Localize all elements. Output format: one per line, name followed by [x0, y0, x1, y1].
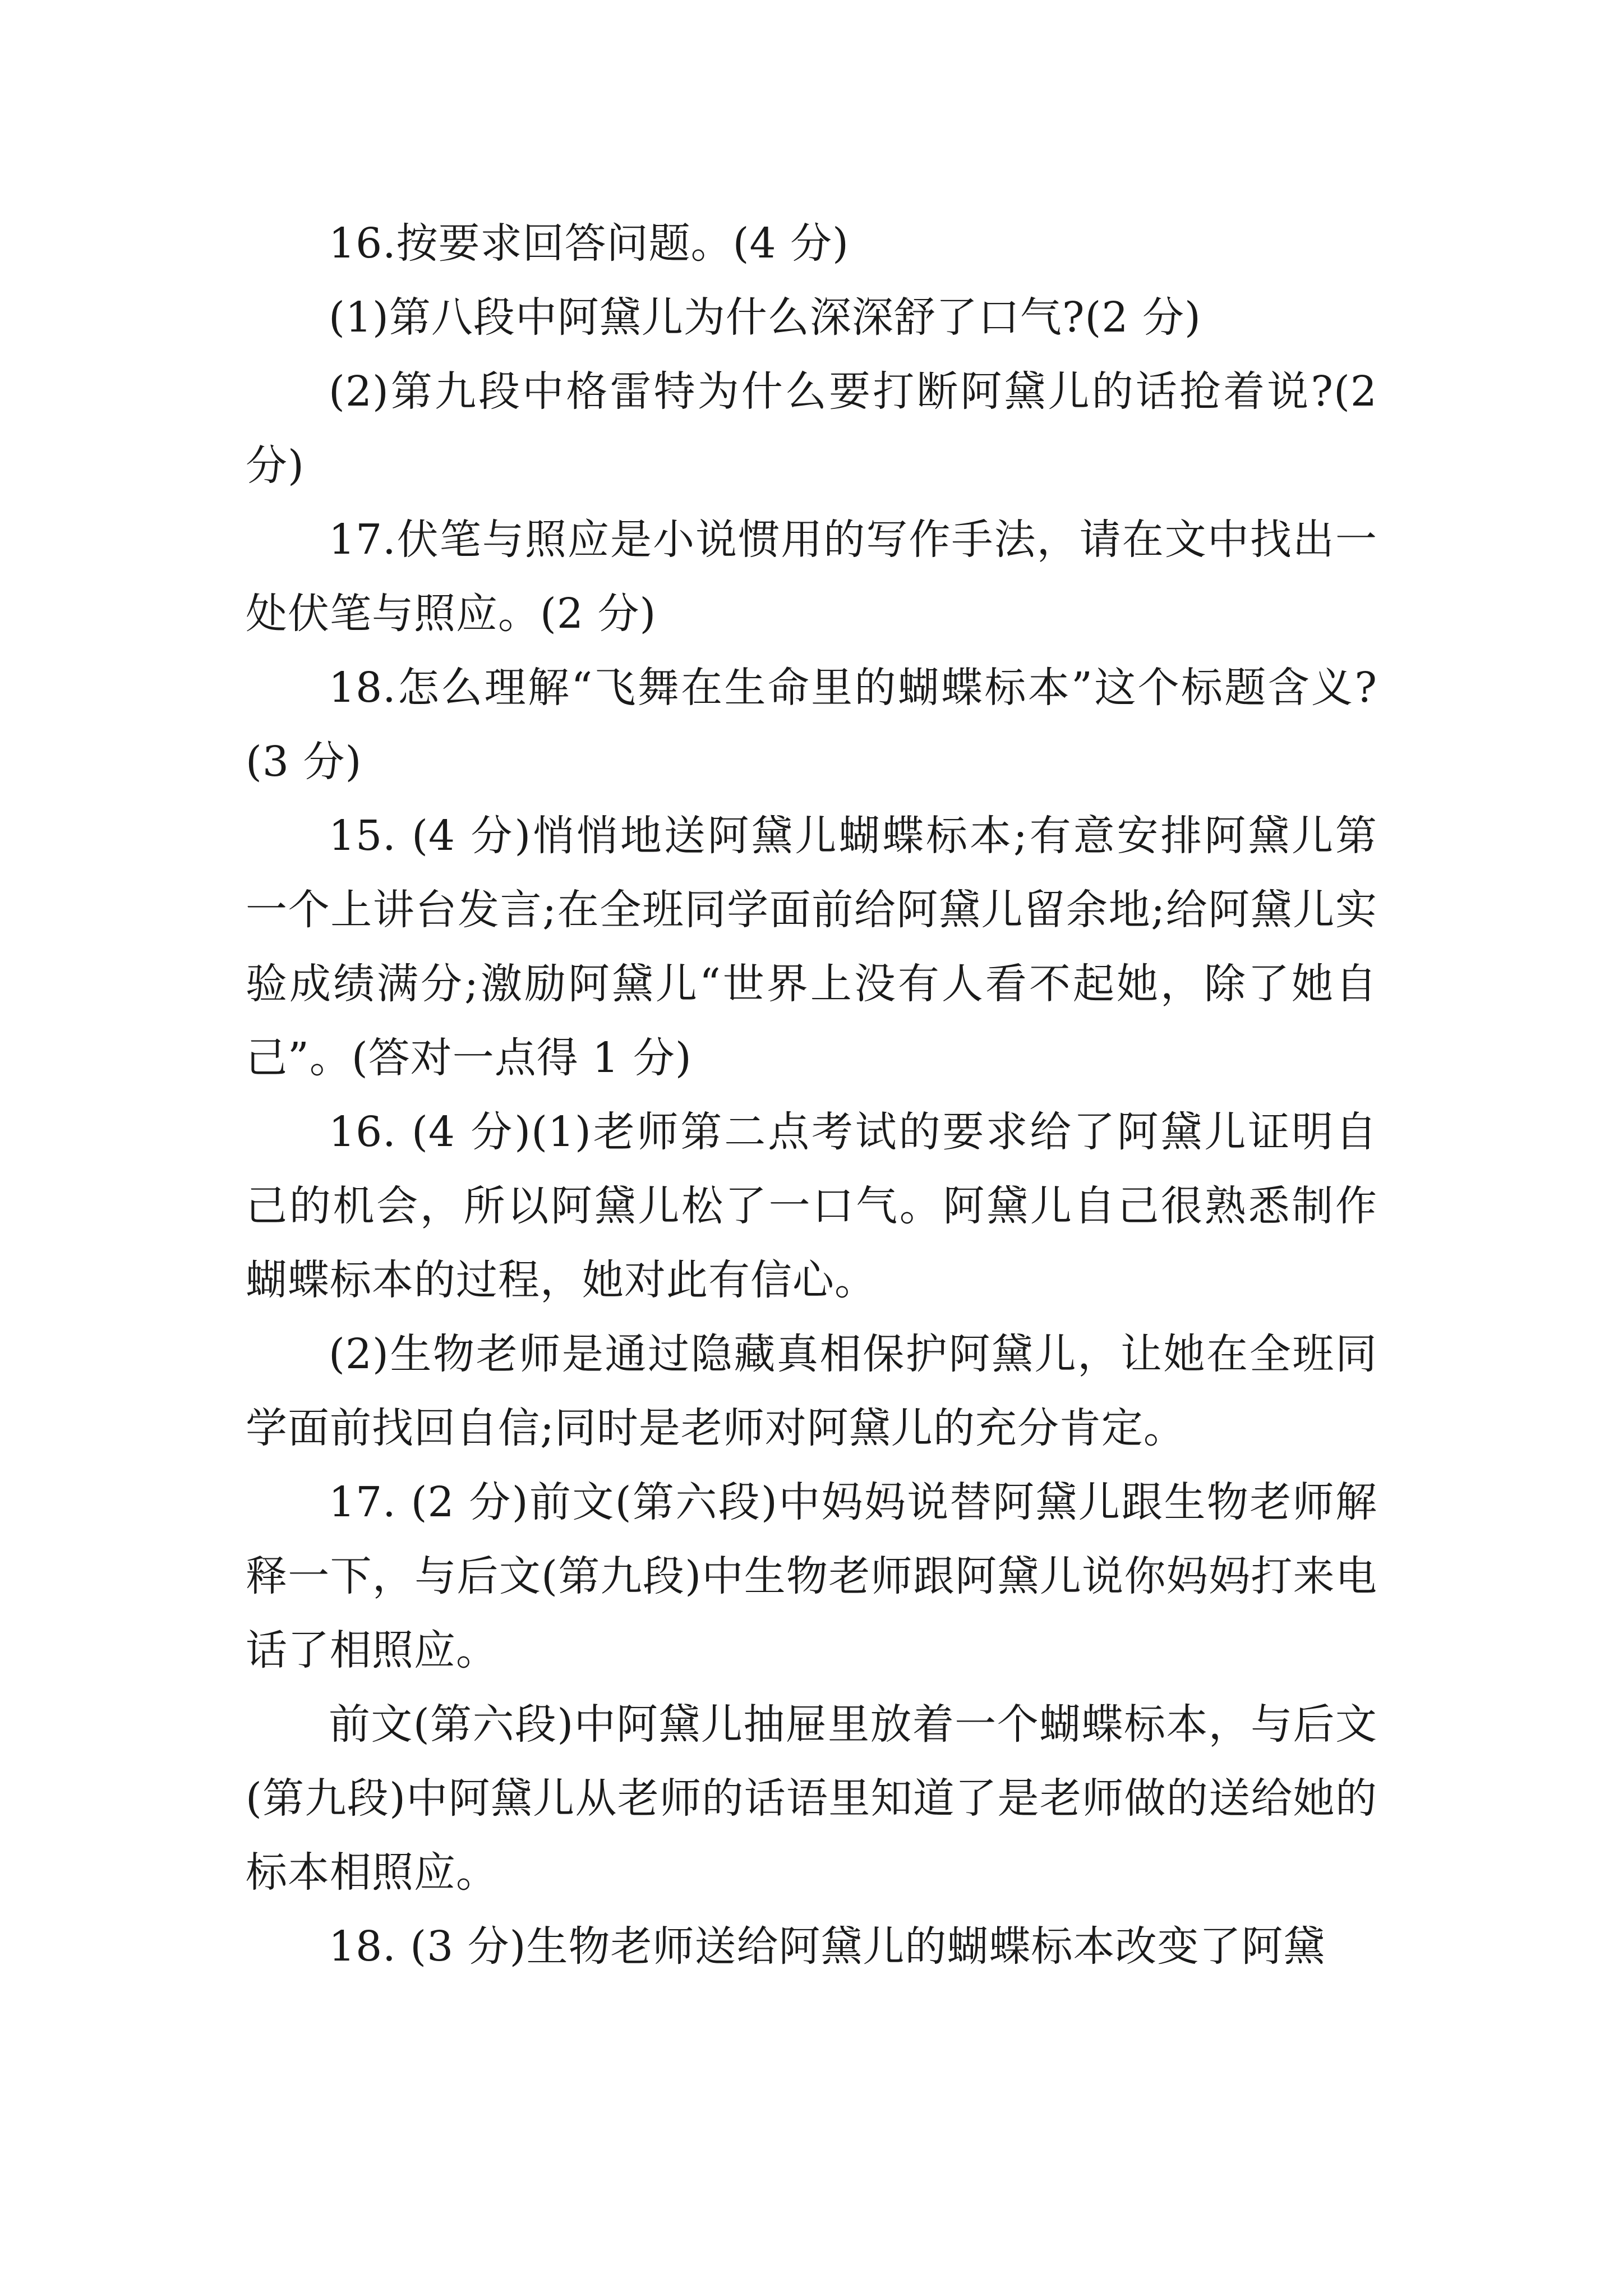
document-page [246, 206, 1377, 1984]
question-18: 18.怎么理解“飞舞在生命里的蝴蝶标本”这个标题含义?(3 分) [246, 664, 1377, 786]
answer-17-second: 前文(第六段)中阿黛儿抽屉里放着一个蝴蝶标本，与后文(第九段)中阿黛儿从老师的话语里知道了是老师做的送给她的标本相照应。 [246, 1700, 1377, 1897]
answer-17-first: 17. (2 分)前文(第六段)中妈妈说替阿黛儿跟生物老师解释一下，与后文(第九段)中生物老师跟阿黛儿说你妈妈打来电话了相照应。 [246, 1478, 1377, 1674]
question-16: 16.按要求回答问题。(4 分) [329, 219, 850, 268]
question-16-part-2: (2)第九段中格雷特为什么要打断阿黛儿的话抢着说?(2 分) [246, 367, 1377, 490]
answer-16-part-2: (2)生物老师是通过隐藏真相保护阿黛儿，让她在全班同学面前找回自信;同时是老师对阿黛儿的充分肯定。 [246, 1330, 1377, 1452]
answer-15: 15. (4 分)悄悄地送阿黛儿蝴蝶标本;有意安排阿黛儿第一个上讲台发言;在全班同学面前给阿黛儿留余地;给阿黛儿实验成绩满分;激励阿黛儿“世界上没有人看不起她，除了她自己”。(答对一点得 1 分) [246, 812, 1377, 1082]
question-17: 17.伏笔与照应是小说惯用的写作手法，请在文中找出一处伏笔与照应。(2 分) [246, 516, 1377, 638]
answer-18: 18. (3 分)生物老师送给阿黛儿的蝴蝶标本改变了阿黛 [329, 1922, 1326, 1971]
question-16-part-1: (1)第八段中阿黛儿为什么深深舒了口气?(2 分) [329, 293, 1201, 342]
answer-16-part-1: 16. (4 分)(1)老师第二点考试的要求给了阿黛儿证明自己的机会，所以阿黛儿松了一口气。阿黛儿自己很熟悉制作蝴蝶标本的过程，她对此有信心。 [246, 1108, 1377, 1304]
